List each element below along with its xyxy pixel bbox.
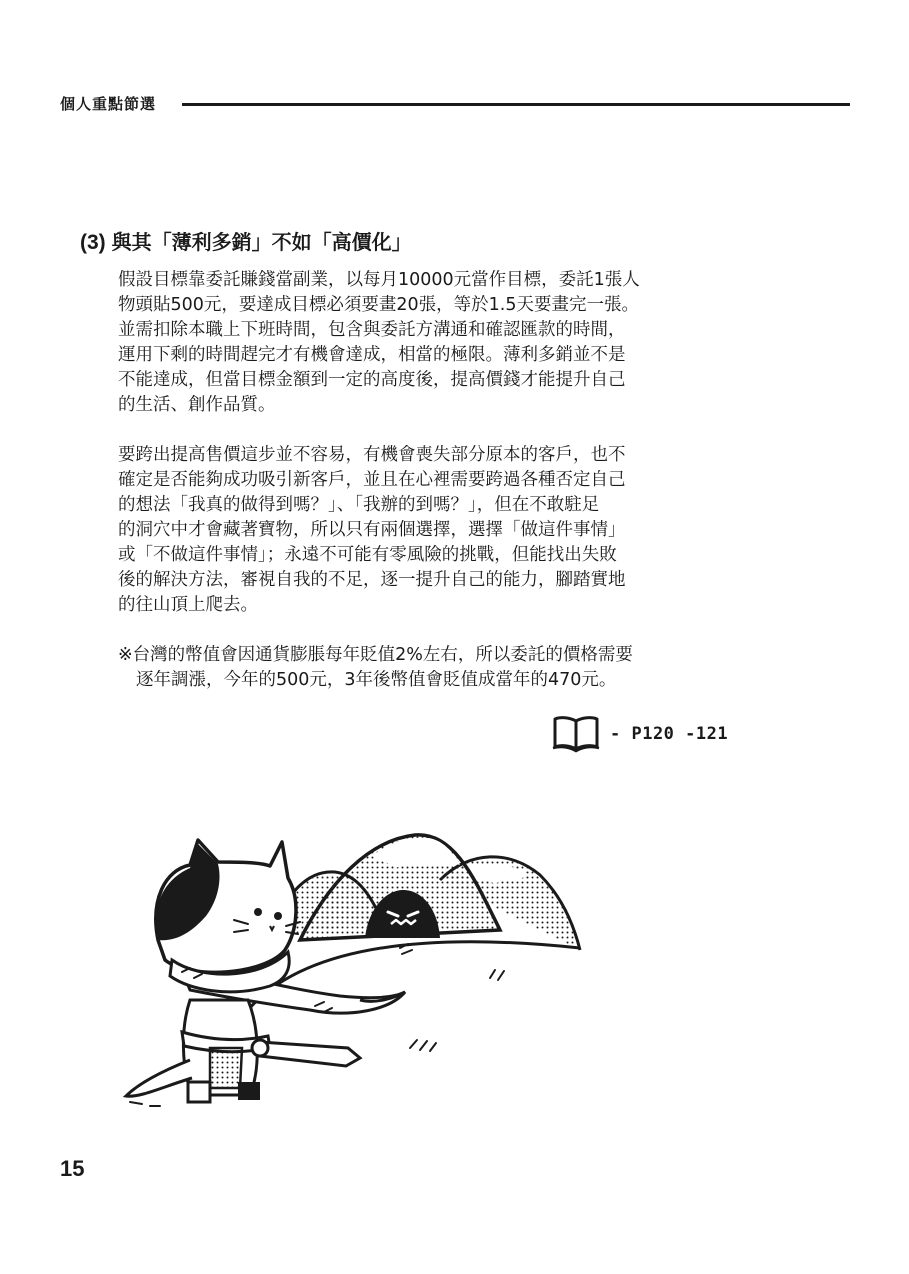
paragraph-line: 的生活、創作品質。 xyxy=(118,395,276,415)
paragraph-line: 的想法「我真的做得到嗎？」、「我辦的到嗎？」，但在不敢駐足 xyxy=(118,495,600,515)
footnote xyxy=(118,643,738,693)
paragraph-line: 的往山頂上爬去。 xyxy=(118,595,258,615)
paragraph-line: 物頭貼500元，要達成目標必須要畫20張，等於1.5天要畫完一張。 xyxy=(118,295,639,315)
paragraph-line: 後的解決方法，審視自我的不足，逐一提升自己的能力，腳踏實地 xyxy=(118,570,626,590)
paragraph-line: 或「不做這件事情」；永遠不可能有零風險的挑戰，但能找出失敗 xyxy=(118,545,617,565)
paragraph-line: 假設目標靠委託賺錢當副業，以每月10000元當作目標，委託1張人 xyxy=(118,270,640,290)
paragraph-line: 的洞穴中才會藏著寶物，所以只有兩個選擇，選擇「做這件事情」 xyxy=(118,520,626,540)
page-reference xyxy=(552,714,728,754)
cat-adventurer-illustration xyxy=(110,820,590,1120)
open-book-icon xyxy=(552,715,600,753)
footnote-line: ※台灣的幣值會因通貨膨脹每年貶值2%左右，所以委託的價格需要 xyxy=(118,645,633,665)
footnote-line: 逐年調漲，今年的500元，3年後幣值會貶值成當年的470元。 xyxy=(136,670,617,690)
page-number: 15 xyxy=(60,1156,85,1181)
paragraph-line: 不能達成，但當目標金額到一定的高度後，提高價錢才能提升自己 xyxy=(118,370,626,390)
section-number: (3) xyxy=(80,231,106,254)
paragraph-1 xyxy=(118,268,738,418)
header-rule xyxy=(182,103,850,106)
section-heading xyxy=(80,228,412,257)
section-title: 與其「薄利多銷」不如「高價化」 xyxy=(111,230,412,254)
paragraph-line: 要跨出提高售價這步並不容易，有機會喪失部分原本的客戶，也不 xyxy=(118,445,626,465)
reference-pages: - P120 -121 xyxy=(610,724,729,744)
paragraph-line: 並需扣除本職上下班時間，包含與委託方溝通和確認匯款的時間， xyxy=(118,320,626,340)
paragraph-line: 運用下剩的時間趕完才有機會達成，相當的極限。薄利多銷並不是 xyxy=(118,345,626,365)
paragraph-line: 確定是否能夠成功吸引新客戶，並且在心裡需要跨過各種否定自己 xyxy=(118,470,626,490)
paragraph-2 xyxy=(118,443,738,618)
running-header: 個人重點節選 xyxy=(60,95,157,113)
